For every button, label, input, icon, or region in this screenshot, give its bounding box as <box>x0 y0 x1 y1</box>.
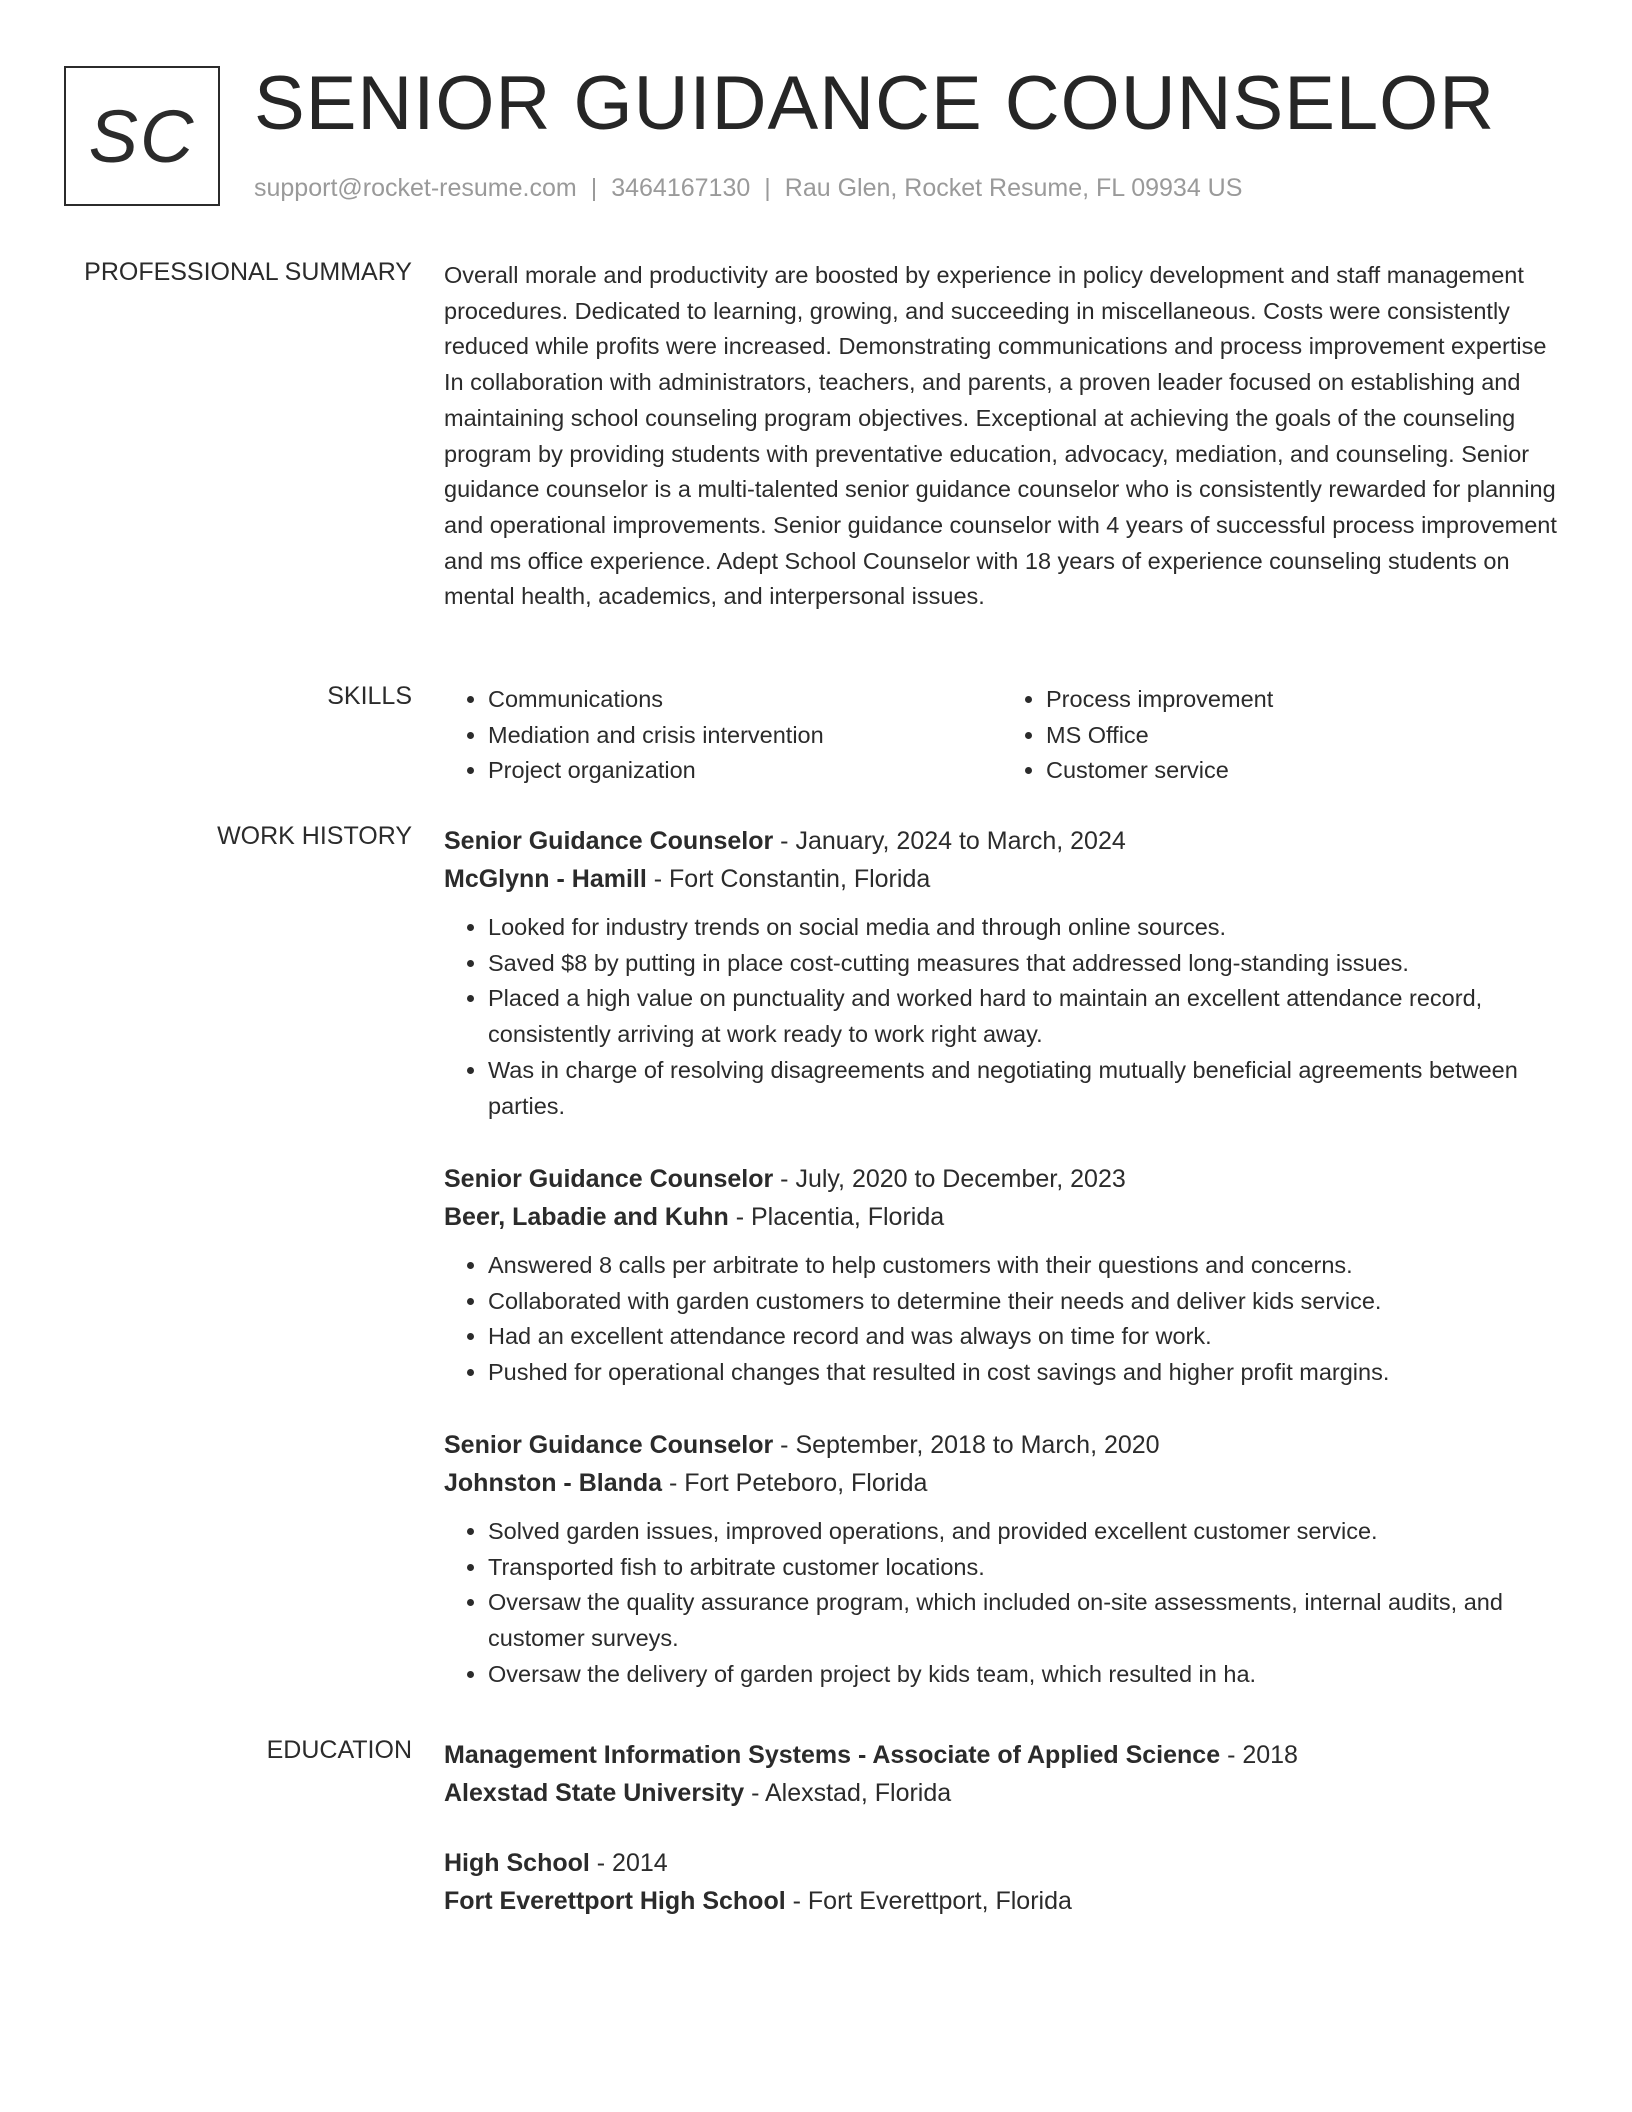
job-title: Senior Guidance Counselor <box>444 1431 774 1459</box>
contact-address: Rau Glen, Rocket Resume, FL 09934 US <box>784 174 1243 202</box>
resume-header <box>64 61 1584 216</box>
job-dates: - September, 2018 to March, 2020 <box>773 1431 1160 1459</box>
job-bullet: • Transported fish to arbitrate customer locations. <box>488 1550 1560 1586</box>
skill-item: • Process improvement <box>1046 682 1560 718</box>
job-title-line <box>444 1160 1560 1198</box>
job-bullet: • Placed a high value on punctuality and worked hard to maintain an excellent attendance record, consistently arriving at work ready to work right away. <box>488 981 1560 1052</box>
skills-body <box>444 682 1560 789</box>
job-location: - Placentia, Florida <box>728 1203 945 1231</box>
skills-grid <box>444 682 1560 789</box>
job-bullets <box>444 1514 1560 1693</box>
skill-item: • Customer service <box>1046 753 1560 789</box>
contact-separator: | <box>764 174 771 202</box>
job-company: McGlynn - Hamill <box>444 865 647 893</box>
job-title-line <box>444 1426 1560 1464</box>
resume-title: SENIOR GUIDANCE COUNSELOR <box>254 61 1496 146</box>
education-entry <box>444 1844 1560 1920</box>
job-bullet: • Oversaw the delivery of garden project by kids team, which resulted in ha. <box>488 1657 1560 1693</box>
education-school: Alexstad State University <box>444 1779 745 1807</box>
job-bullet: • Saved $8 by putting in place cost-cutting measures that addressed long-standing issues. <box>488 946 1560 982</box>
job-entry <box>444 822 1560 1124</box>
monogram-logo: SC <box>64 66 220 206</box>
job-company-line <box>444 1464 1560 1502</box>
skills-list-right <box>1002 682 1560 789</box>
job-company: Beer, Labadie and Kuhn <box>444 1203 729 1231</box>
job-bullet: • Solved garden issues, improved operations, and provided excellent customer service. <box>488 1514 1560 1550</box>
skill-item: • MS Office <box>1046 718 1560 754</box>
job-bullet: • Oversaw the quality assurance program, which included on-site assessments, internal audits, and customer surveys. <box>488 1585 1560 1656</box>
job-bullets <box>444 910 1560 1124</box>
job-bullets <box>444 1248 1560 1391</box>
job-entry <box>444 1426 1560 1693</box>
job-entry <box>444 1160 1560 1391</box>
job-bullet: • Was in charge of resolving disagreements and negotiating mutually beneficial agreements between parties. <box>488 1053 1560 1124</box>
job-dates: - July, 2020 to December, 2023 <box>773 1165 1126 1193</box>
skill-item: • Mediation and crisis intervention <box>488 718 1002 754</box>
education-entry <box>444 1736 1560 1812</box>
skill-item: • Communications <box>488 682 1002 718</box>
education-degree-line <box>444 1844 1560 1882</box>
education-school: Fort Everettport High School <box>444 1887 786 1915</box>
job-title: Senior Guidance Counselor <box>444 827 774 855</box>
education-location: - Fort Everettport, Florida <box>785 1887 1072 1915</box>
job-title-line <box>444 822 1560 860</box>
job-company-line <box>444 1198 1560 1236</box>
job-bullet: • Looked for industry trends on social media and through online sources. <box>488 910 1560 946</box>
contact-separator: | <box>590 174 598 202</box>
summary-text: Overall morale and productivity are boosted by experience in policy development and staff management procedures. Dedicated to learning, growing, and succeeding in miscellaneous. Costs were consistently reduced while profits were increased. Demonstrating communications and process improvement expertise In collaboration with administrators, teachers, and parents, a proven leader focused on establishing and maintaining school counseling program objectives. Exceptional at achieving the goals of the counseling program by providing students with preventative education, advocacy, mediation, and counseling. Senior guidance counselor is a multi-talented senior guidance counselor who is consistently rewarded for planning and operational improvements. Senior guidance counselor with 4 years of successful process improvement and ms office experience. Adept School Counselor with 18 years of experience counseling students on mental health, academics, and interpersonal issues. <box>444 262 1557 610</box>
section-label-skills: SKILLS <box>327 682 412 710</box>
contact-email[interactable]: support@rocket-resume.com <box>254 174 577 202</box>
section-label-summary: PROFESSIONAL SUMMARY <box>84 258 412 286</box>
section-label-education: EDUCATION <box>266 1736 412 1764</box>
education-location: - Alexstad, Florida <box>744 1779 952 1807</box>
education-degree: High School <box>444 1849 590 1877</box>
education-school-line <box>444 1774 1560 1812</box>
education-degree-line <box>444 1736 1560 1774</box>
job-title: Senior Guidance Counselor <box>444 1165 774 1193</box>
summary-body <box>444 258 1560 615</box>
education-year: - 2018 <box>1220 1741 1298 1769</box>
job-dates: - January, 2024 to March, 2024 <box>773 827 1126 855</box>
skill-item: • Project organization <box>488 753 1002 789</box>
job-company-line <box>444 860 1560 898</box>
job-company: Johnston - Blanda <box>444 1469 663 1497</box>
contact-line <box>254 174 1242 203</box>
section-label-work-history: WORK HISTORY <box>217 822 412 850</box>
education-year: - 2014 <box>589 1849 668 1877</box>
job-bullet: • Collaborated with garden customers to determine their needs and deliver kids service. <box>488 1284 1560 1320</box>
job-bullet: • Pushed for operational changes that resulted in cost savings and higher profit margins. <box>488 1355 1560 1391</box>
education-school-line <box>444 1882 1560 1920</box>
education-degree: Management Information Systems - Associate of Applied Science <box>444 1741 1221 1769</box>
job-location: - Fort Constantin, Florida <box>646 865 931 893</box>
skills-list-left <box>444 682 1002 789</box>
job-bullet: • Had an excellent attendance record and was always on time for work. <box>488 1319 1560 1355</box>
job-location: - Fort Peteboro, Florida <box>662 1469 928 1497</box>
job-bullet: • Answered 8 calls per arbitrate to help customers with their questions and concerns. <box>488 1248 1560 1284</box>
contact-phone[interactable]: 3464167130 <box>611 174 751 202</box>
